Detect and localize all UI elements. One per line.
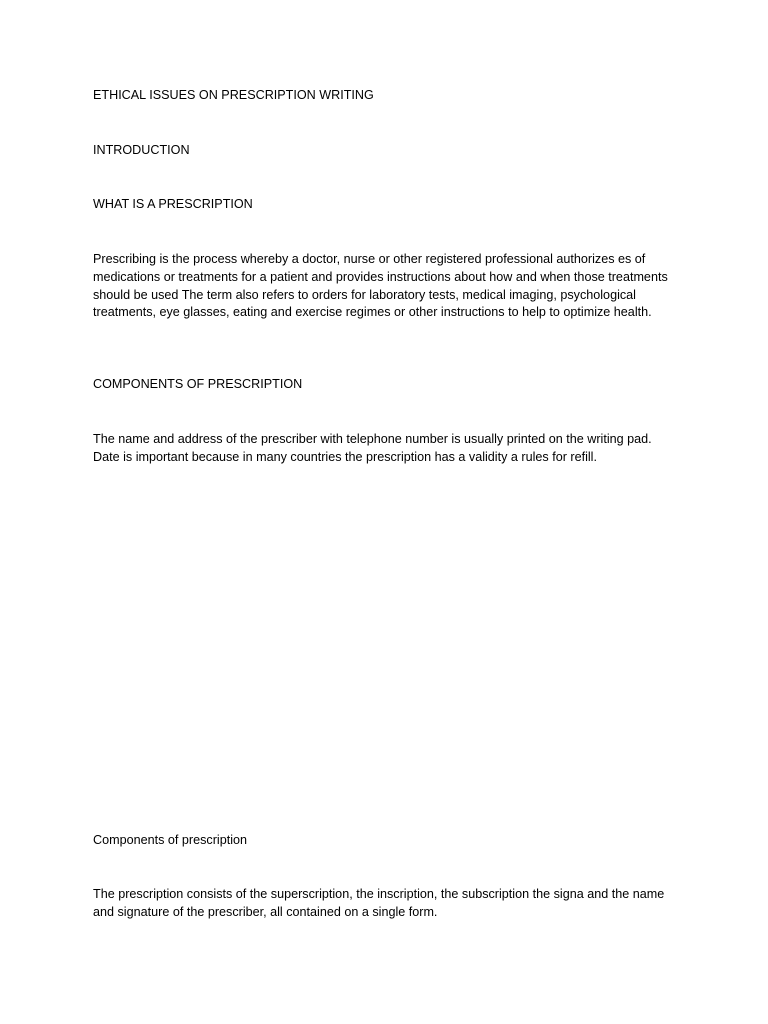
consists-paragraph: The prescription consists of the superscription, the inscription, the subscription the signa and the name and signature of the prescriber, all contained on a single form. — [93, 887, 665, 919]
introduction-heading: INTRODUCTION — [93, 143, 190, 157]
what-is-prescription-heading: WHAT IS A PRESCRIPTION — [93, 197, 253, 211]
definition-paragraph: Prescribing is the process whereby a doctor, nurse or other registered professional authorizes es of medications or treatments for a patient and provides instructions about how and when those treatments should be used The term also refers to orders for laboratory tests, medical imaging, psychological treatments, eye glasses, eating and exercise regimes or other instructions to help to optimize health. — [93, 252, 668, 320]
components-heading: COMPONENTS OF PRESCRIPTION — [93, 377, 303, 391]
components-subheading: Components of prescription — [93, 833, 248, 847]
document-title: ETHICAL ISSUES ON PRESCRIPTION WRITING — [93, 88, 374, 102]
components-paragraph: The name and address of the prescriber with telephone number is usually printed on the writing pad. Date is important because in many countries the prescription has a validity a rules for refill. — [93, 432, 652, 464]
